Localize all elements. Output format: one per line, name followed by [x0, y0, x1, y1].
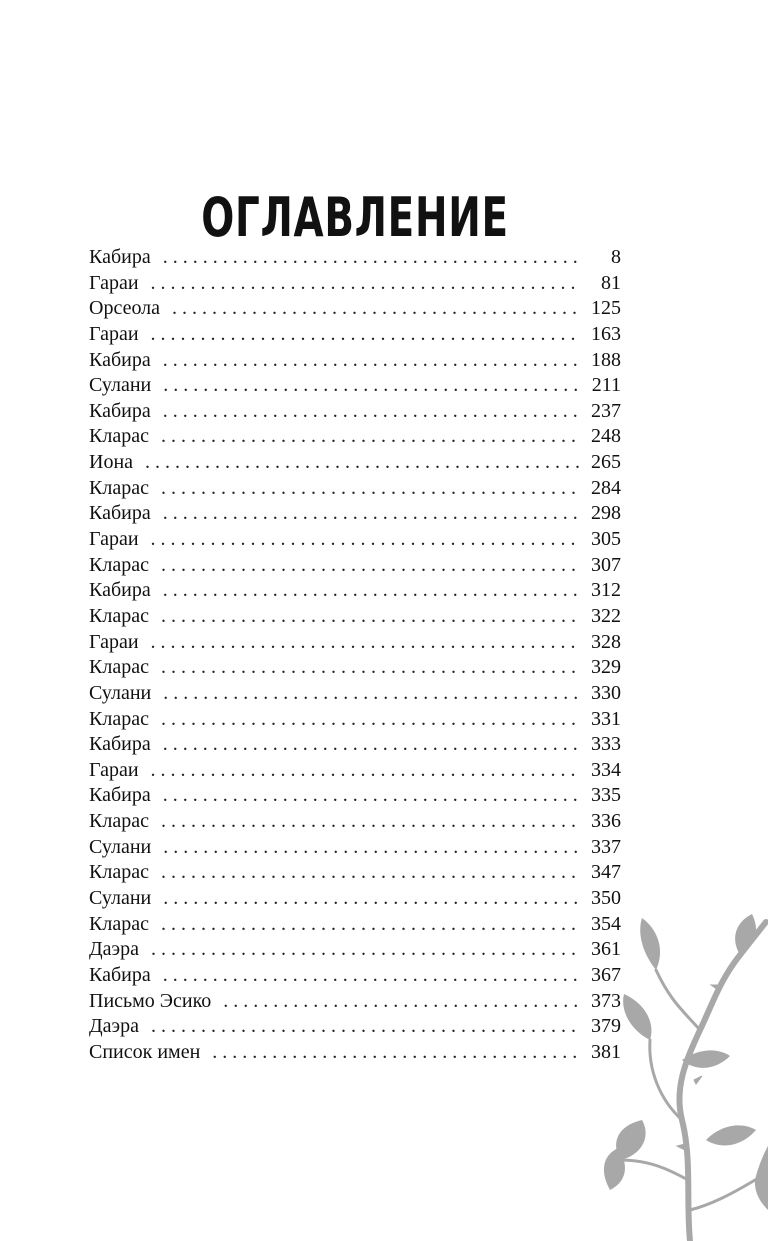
toc-leader-dots	[212, 1040, 581, 1066]
toc-entry-page: 337	[591, 835, 621, 858]
toc-leader-dots	[163, 399, 581, 425]
toc-entry-page: 125	[591, 297, 621, 320]
toc-entry-page: 328	[591, 630, 621, 653]
toc-entry-label: Сулани	[89, 374, 152, 397]
toc-entry-page: 373	[591, 989, 621, 1012]
toc-entry-label: Кабира	[89, 579, 151, 602]
toc-entry-label: Письмо Эсико	[89, 989, 212, 1012]
toc-entry	[89, 322, 621, 348]
toc-entry	[89, 963, 621, 989]
toc-entry-label: Кларас	[89, 604, 149, 627]
toc-entry	[89, 527, 621, 553]
toc-entry-page: 335	[591, 784, 621, 807]
toc-leader-dots	[163, 373, 581, 399]
toc-entry-page: 381	[591, 1040, 621, 1063]
toc-leader-dots	[151, 937, 581, 963]
toc-entry-page: 307	[591, 553, 621, 576]
toc-leader-dots	[163, 578, 581, 604]
toc-entry-page: 329	[591, 656, 621, 679]
toc-entry-page: 347	[591, 861, 621, 884]
toc-entry-page: 237	[591, 399, 621, 422]
toc-leader-dots	[161, 655, 581, 681]
toc-entry-label: Кларас	[89, 476, 149, 499]
toc-entry-label: Список имен	[89, 1040, 201, 1063]
toc-entry	[89, 732, 621, 758]
toc-entry-label: Кабира	[89, 784, 151, 807]
toc-entry	[89, 348, 621, 374]
toc-leader-dots	[151, 758, 581, 784]
toc-entry	[89, 399, 621, 425]
toc-entry	[89, 296, 621, 322]
toc-entry-page: 367	[591, 963, 621, 986]
toc-entry	[89, 912, 621, 938]
toc-entry-label: Даэра	[89, 1015, 139, 1038]
toc-entry-page: 379	[591, 1015, 621, 1038]
toc-entry	[89, 989, 621, 1015]
toc-entry-page: 331	[591, 707, 621, 730]
toc-entry-page: 330	[591, 681, 621, 704]
page-title: ОГЛАВЛЕНИЕ	[201, 186, 509, 250]
toc-entry	[89, 886, 621, 912]
toc-leader-dots	[161, 860, 581, 886]
toc-entry	[89, 245, 621, 271]
toc-entry-page: 354	[591, 912, 621, 935]
toc-leader-dots	[151, 1014, 581, 1040]
toc-entry	[89, 501, 621, 527]
toc-entry	[89, 1014, 621, 1040]
toc-entry	[89, 1040, 621, 1066]
toc-entry-label: Кларас	[89, 861, 149, 884]
toc-entry-page: 81	[601, 271, 621, 294]
toc-entry-label: Кларас	[89, 707, 149, 730]
toc-entry	[89, 553, 621, 579]
toc-entry-page: 211	[591, 374, 621, 397]
toc-leader-dots	[145, 450, 581, 476]
toc-leader-dots	[161, 476, 581, 502]
toc-entry-page: 361	[591, 938, 621, 961]
toc-entry	[89, 655, 621, 681]
toc-entry-label: Кабира	[89, 399, 151, 422]
toc-entry-page: 322	[591, 604, 621, 627]
toc-leader-dots	[223, 989, 581, 1015]
toc-leader-dots	[161, 912, 581, 938]
toc-entry-page: 265	[591, 451, 621, 474]
toc-entry	[89, 783, 621, 809]
toc-leader-dots	[172, 296, 581, 322]
toc-leader-dots	[163, 681, 581, 707]
toc-leader-dots	[161, 553, 581, 579]
toc-entry-page: 298	[591, 502, 621, 525]
table-of-contents	[89, 245, 621, 1066]
toc-entry-label: Кларас	[89, 912, 149, 935]
toc-entry	[89, 373, 621, 399]
toc-entry-page: 334	[591, 758, 621, 781]
toc-leader-dots	[151, 271, 581, 297]
toc-entry-page: 248	[591, 425, 621, 448]
toc-entry-page: 284	[591, 476, 621, 499]
toc-entry-label: Кларас	[89, 553, 149, 576]
toc-entry-label: Кабира	[89, 963, 151, 986]
toc-entry-label: Кларас	[89, 810, 149, 833]
toc-entry	[89, 424, 621, 450]
toc-leader-dots	[163, 348, 581, 374]
toc-entry-label: Иона	[89, 451, 134, 474]
toc-entry	[89, 604, 621, 630]
toc-entry	[89, 630, 621, 656]
toc-entry	[89, 835, 621, 861]
toc-entry	[89, 758, 621, 784]
toc-entry-page: 305	[591, 528, 621, 551]
toc-entry-label: Кабира	[89, 733, 151, 756]
toc-entry	[89, 271, 621, 297]
toc-entry-label: Гараи	[89, 322, 139, 345]
toc-entry-label: Кларас	[89, 425, 149, 448]
toc-entry	[89, 937, 621, 963]
toc-leader-dots	[163, 501, 581, 527]
toc-leader-dots	[151, 322, 581, 348]
toc-entry-page: 312	[591, 579, 621, 602]
toc-leader-dots	[161, 809, 581, 835]
toc-entry-label: Гараи	[89, 271, 139, 294]
toc-leader-dots	[163, 783, 581, 809]
toc-leader-dots	[163, 886, 581, 912]
toc-entry	[89, 476, 621, 502]
toc-entry-label: Гараи	[89, 758, 139, 781]
toc-entry-page: 336	[591, 810, 621, 833]
toc-entry-page: 8	[611, 246, 621, 268]
toc-entry-label: Сулани	[89, 835, 152, 858]
toc-entry-page: 163	[591, 322, 621, 345]
toc-entry-label: Кабира	[89, 502, 151, 525]
toc-leader-dots	[161, 424, 581, 450]
toc-leader-dots	[151, 527, 581, 553]
toc-leader-dots	[161, 707, 581, 733]
toc-entry-label: Даэра	[89, 938, 139, 961]
toc-entry-label: Сулани	[89, 681, 152, 704]
toc-leader-dots	[163, 963, 581, 989]
toc-entry-label: Кларас	[89, 656, 149, 679]
toc-entry-label: Кабира	[89, 246, 151, 268]
toc-leader-dots	[151, 630, 581, 656]
toc-leader-dots	[161, 604, 581, 630]
toc-entry-label: Гараи	[89, 528, 139, 551]
toc-leader-dots	[163, 245, 581, 271]
toc-entry-page: 333	[591, 733, 621, 756]
toc-entry	[89, 450, 621, 476]
toc-entry	[89, 860, 621, 886]
toc-leader-dots	[163, 835, 581, 861]
toc-entry-label: Сулани	[89, 887, 152, 910]
toc-entry	[89, 578, 621, 604]
toc-entry	[89, 707, 621, 733]
toc-entry-label: Кабира	[89, 348, 151, 371]
toc-entry	[89, 809, 621, 835]
toc-entry-label: Гараи	[89, 630, 139, 653]
toc-entry-page: 188	[591, 348, 621, 371]
rose-vine-icon	[590, 910, 768, 1241]
toc-leader-dots	[163, 732, 581, 758]
toc-entry-page: 350	[591, 887, 621, 910]
toc-entry	[89, 681, 621, 707]
toc-entry-label: Орсеола	[89, 297, 161, 320]
